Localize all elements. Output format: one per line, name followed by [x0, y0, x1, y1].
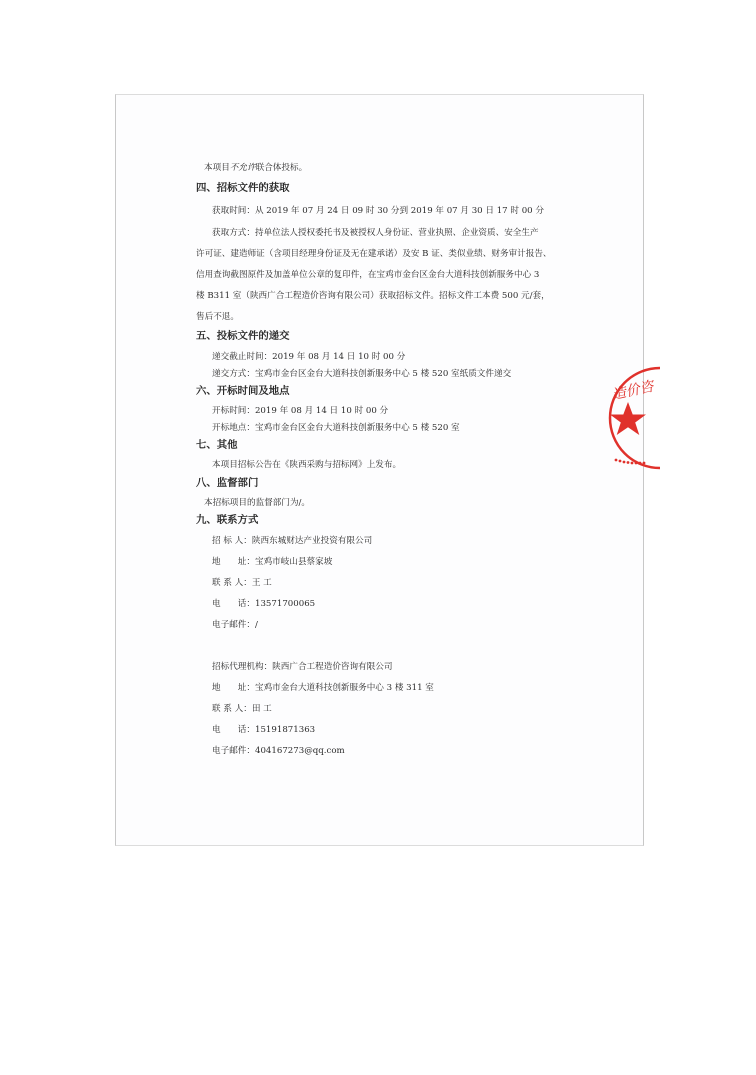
- obtain-method-line-2: 许可证、建造师证（含项目经理身份证及无在建承诺）及安 B 证、类似业绩、财务审计报告、: [196, 249, 552, 259]
- opening-place: 开标地点：宝鸡市金台区金台大道科技创新服务中心 5 楼 520 室: [212, 423, 460, 433]
- section-heading-9: 九、联系方式: [196, 514, 259, 526]
- field-label: 招 标 人：: [212, 536, 252, 546]
- field-label: 地 址：: [212, 683, 255, 693]
- obtain-time: 获取时间：从 2019 年 07 月 24 日 09 时 30 分到 2019 年 07 月 30 日 17 时 00 分: [212, 206, 544, 216]
- field-value: 13571700065: [254, 599, 316, 609]
- tenderer-email-row: [212, 619, 258, 631]
- submission-method: 递交方式：宝鸡市金台区金台大道科技创新服务中心 5 楼 520 室纸质文件递交: [212, 369, 512, 379]
- agency-row: [212, 661, 393, 673]
- obtain-method-line-4: 楼 B311 室（陕西广合工程造价咨询有限公司）获取招标文件。招标文件工本费 500 元/套，: [196, 291, 550, 301]
- section-heading-4: 四、招标文件的获取: [196, 182, 290, 194]
- field-value: 陕西东城财达产业投资有限公司: [251, 536, 373, 546]
- field-label: 地 址：: [212, 557, 255, 567]
- field-label: 联 系 人：: [212, 704, 252, 714]
- joint-bid-line: [204, 162, 307, 174]
- obtain-method-line-1: 获取方式：持单位法人授权委托书及被授权人身份证、营业执照、企业资质、安全生产: [212, 228, 539, 238]
- field-label: 招标代理机构：: [212, 662, 273, 672]
- opening-time: 开标时间：2019 年 08 月 14 日 10 时 00 分: [212, 406, 389, 416]
- document-page: [115, 94, 644, 846]
- section-heading-5: 五、投标文件的递交: [196, 330, 290, 342]
- field-value: 王 工: [251, 578, 272, 588]
- field-value: 宝鸡市岐山县蔡家坡: [254, 557, 333, 567]
- company-seal: [598, 362, 660, 474]
- agency-phone-row: [212, 724, 315, 736]
- field-value: 15191871363: [254, 725, 316, 735]
- field-value: 陕西广合工程造价咨询有限公司: [272, 662, 393, 672]
- obtain-method-line-3: 信用查询截图原件及加盖单位公章的复印件，在宝鸡市金台区金台大道科技创新服务中心 3: [196, 270, 540, 280]
- tenderer-phone-row: [212, 598, 315, 610]
- field-label: 电子邮件：: [212, 620, 255, 630]
- publication-note: 本项目招标公告在《陕西采购与招标网》上发布。: [212, 460, 402, 470]
- field-value: 田 工: [251, 704, 272, 714]
- field-label: 电子邮件：: [212, 746, 255, 756]
- field-value: 宝鸡市金台大道科技创新服务中心 3 楼 311 室: [254, 683, 434, 693]
- field-label: 电 话：: [212, 599, 255, 609]
- tenderer-row: [212, 535, 372, 547]
- tenderer-address-row: [212, 556, 332, 568]
- emphasis-text: 不允许: [229, 163, 256, 173]
- submission-deadline: 递交截止时间：2019 年 08 月 14 日 10 时 00 分: [212, 352, 406, 362]
- star-icon: [610, 402, 646, 435]
- section-heading-8: 八、监督部门: [196, 477, 259, 489]
- field-value: 404167273@qq.com: [254, 746, 345, 756]
- agency-contact-row: [212, 703, 272, 715]
- text: 本项目: [204, 163, 230, 173]
- tenderer-contact-row: [212, 577, 272, 589]
- agency-email-row: [212, 745, 345, 757]
- field-label: 电 话：: [212, 725, 255, 735]
- seal-text: 造价咨: [610, 378, 656, 404]
- text: 联合体投标。: [255, 163, 308, 173]
- field-value: /: [254, 620, 258, 630]
- agency-address-row: [212, 682, 434, 694]
- section-heading-7: 七、其他: [196, 439, 238, 451]
- obtain-method-line-5: 售后不退。: [196, 312, 239, 322]
- supervision-note: 本招标项目的监督部门为/。: [204, 498, 311, 508]
- field-label: 联 系 人：: [212, 578, 252, 588]
- section-heading-6: 六、开标时间及地点: [196, 385, 290, 397]
